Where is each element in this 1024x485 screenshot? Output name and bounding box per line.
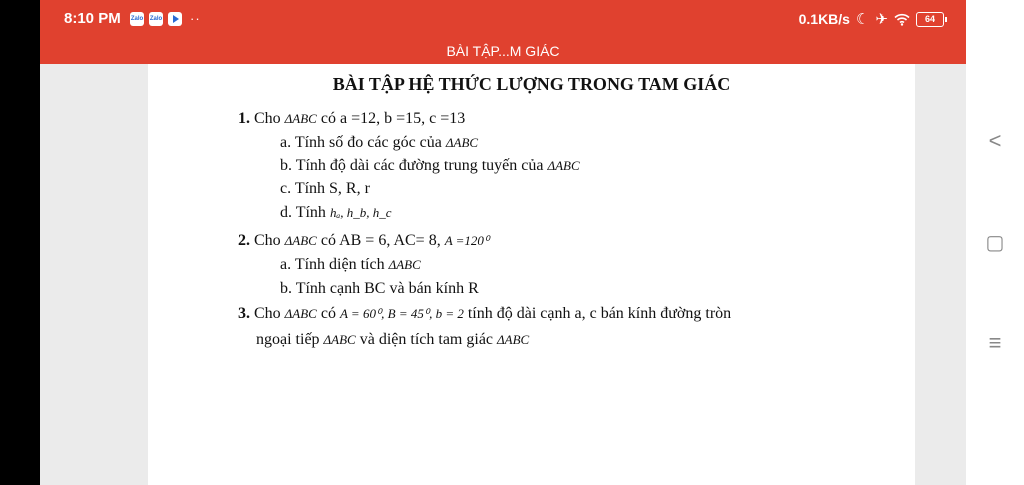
notification-icons	[130, 11, 201, 26]
app-window	[40, 0, 966, 485]
question-2b: b. Tính cạnh BC và bán kính R	[280, 280, 479, 297]
home-button[interactable]: ▢	[985, 232, 1005, 254]
question-3-line2: ngoại tiếp ΔABC và diện tích tam giác ΔABC	[256, 331, 530, 348]
question-3: 3. Cho ΔABC có A = 60⁰, B = 45⁰, b = 2 tính độ dài cạnh a, c bán kính đường tròn	[238, 305, 732, 322]
question-1d: d. Tính hₐ, h_b, h_c	[280, 204, 392, 221]
wifi-icon	[894, 13, 910, 26]
zalo-notification-icon: Zalo	[149, 12, 163, 26]
question-2a: a. Tính diện tích ΔABC	[280, 256, 421, 273]
zalo-notification-icon: Zalo	[130, 12, 144, 26]
more-notifications-icon: ··	[190, 11, 201, 26]
left-black-border	[0, 0, 40, 485]
status-time: 8:10 PM	[64, 10, 121, 27]
battery-icon: 64	[916, 12, 944, 27]
network-speed: 0.1KB/s	[798, 11, 850, 27]
document-page[interactable]	[148, 64, 915, 485]
navigation-bar	[966, 0, 1024, 485]
question-1: 1. Cho ΔABC có a =12, b =15, c =13	[238, 110, 466, 127]
airplane-icon: ✈	[875, 11, 888, 28]
status-bar	[40, 0, 966, 40]
moon-icon: ☾	[855, 11, 870, 28]
question-1b: b. Tính độ dài các đường trung tuyến của ΔABC	[280, 157, 580, 174]
question-1c: c. Tính S, R, r	[280, 180, 370, 197]
recent-apps-button[interactable]: ≡	[988, 330, 1002, 355]
system-status	[799, 10, 944, 28]
play-notification-icon	[168, 12, 182, 26]
document-title-bar: BÀI TẬP...M GIÁC	[40, 40, 966, 64]
document-heading: BÀI TẬP HỆ THỨC LƯỢNG TRONG TAM GIÁC	[332, 74, 731, 94]
question-1a: a. Tính số đo các góc của ΔABC	[280, 134, 479, 151]
back-button[interactable]: <	[988, 128, 1002, 153]
question-2: 2. Cho ΔABC có AB = 6, AC= 8, A =120⁰	[238, 232, 490, 249]
